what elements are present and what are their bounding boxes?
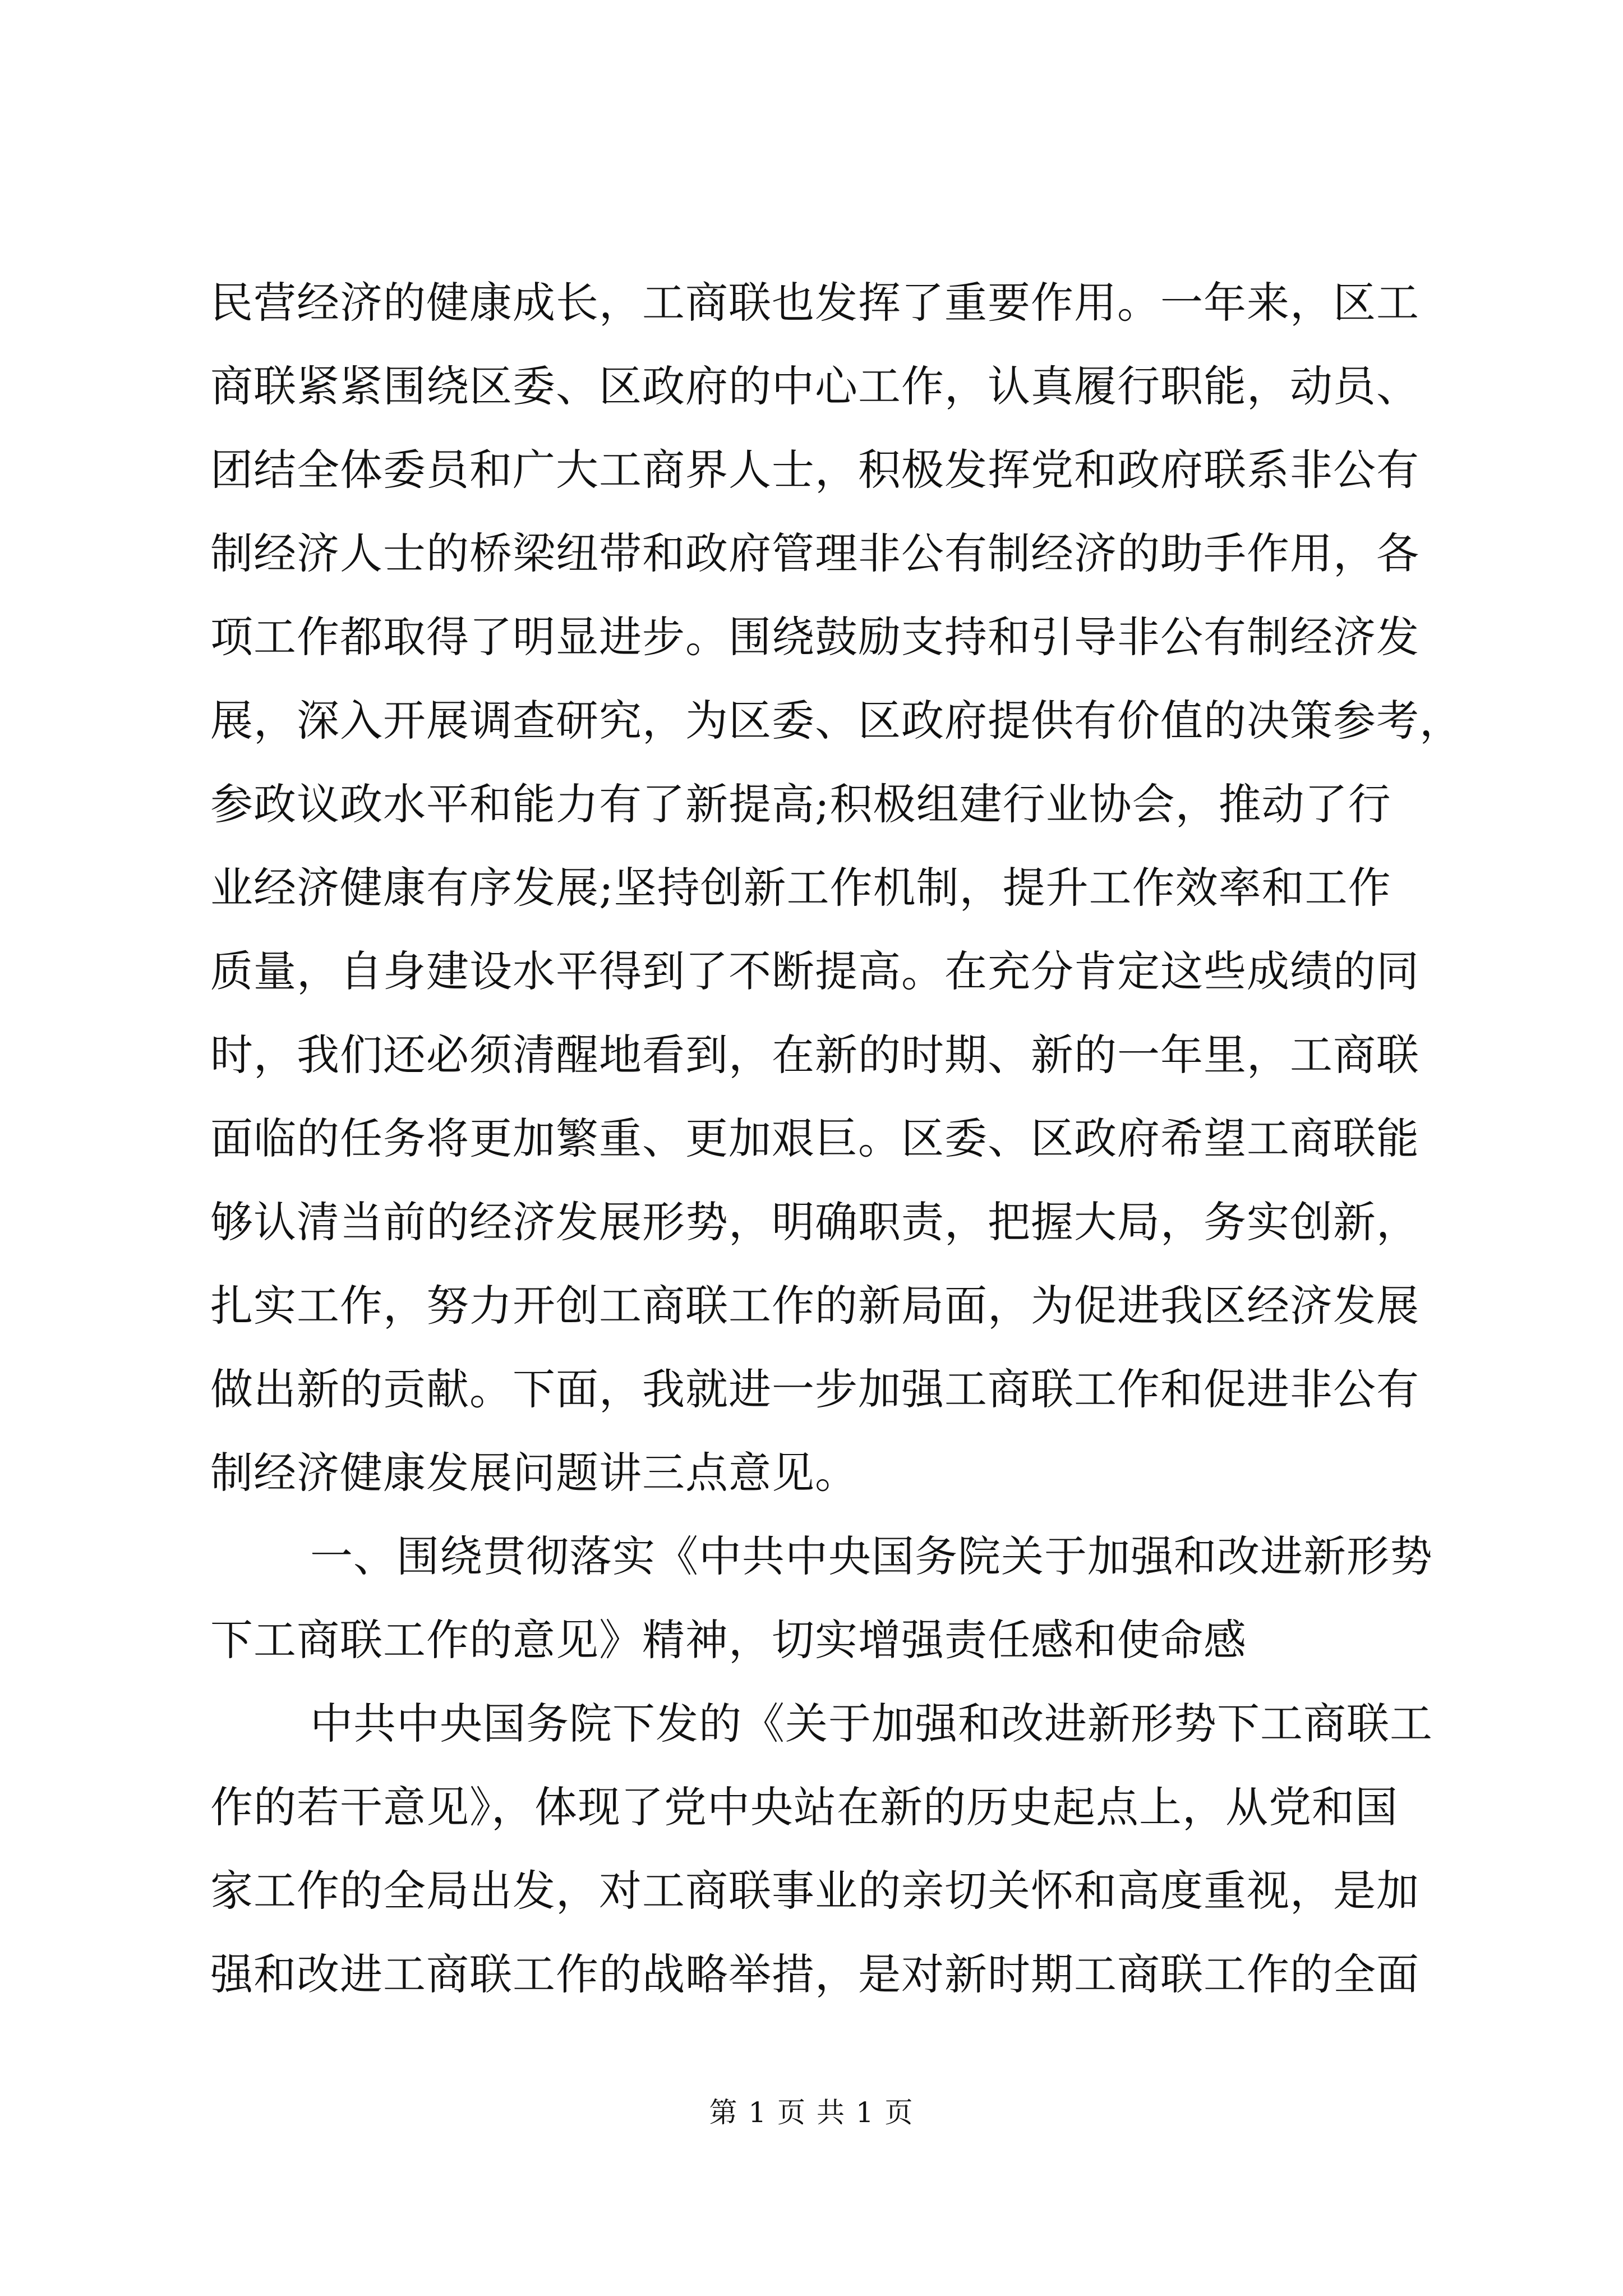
text-line: 民营经济的健康成长，工商联也发挥了重要作用。一年来，区工 [210, 278, 1419, 328]
text-line: 扎实工作，努力开创工商联工作的新局面，为促进我区经济发展 [210, 1281, 1419, 1331]
page-number-footer: 第 1 页 共 1 页 [709, 2096, 914, 2129]
text-line: 中共中央国务院下发的《关于加强和改进新形势下工商联工 [310, 1699, 1433, 1749]
text-line: 面临的任务将更加繁重、更加艰巨。区委、区政府希望工商联能 [210, 1114, 1419, 1163]
text-line: 质量，自身建设水平得到了不断提高。在充分肯定这些成绩的同 [210, 946, 1419, 996]
section-heading-line: 下工商联工作的意见》精神，切实增强责任感和使命感 [210, 1615, 1247, 1665]
text-line: 制经济人士的桥梁纽带和政府管理非公有制经济的助手作用，各 [210, 528, 1419, 578]
text-line: 制经济健康发展问题讲三点意见。 [210, 1448, 858, 1498]
text-line: 强和改进工商联工作的战略举措，是对新时期工商联工作的全面 [210, 1949, 1419, 1999]
section-heading-line: 一、围绕贯彻落实《中共中央国务院关于加强和改进新形势 [310, 1531, 1433, 1581]
text-line: 做出新的贡献。下面，我就进一步加强工商联工作和促进非公有 [210, 1364, 1419, 1414]
document-body [210, 261, 1463, 2016]
text-line: 够认清当前的经济发展形势，明确职责，把握大局，务实创新， [210, 1197, 1419, 1247]
text-line: 作的若干意见》，体现了党中央站在新的历史起点上，从党和国 [210, 1782, 1398, 1832]
text-line: 展，深入开展调查研究，为区委、区政府提供有价值的决策参考， [210, 696, 1463, 746]
text-line: 团结全体委员和广大工商界人士，积极发挥党和政府联系非公有 [210, 445, 1419, 495]
text-line: 项工作都取得了明显进步。围绕鼓励支持和引导非公有制经济发 [210, 612, 1419, 662]
text-line: 家工作的全局出发，对工商联事业的亲切关怀和高度重视，是加 [210, 1866, 1419, 1916]
text-line: 参政议政水平和能力有了新提高;积极组建行业协会，推动了行 [210, 779, 1391, 829]
text-line: 商联紧紧围绕区委、区政府的中心工作，认真履行职能，动员、 [210, 361, 1419, 411]
text-line: 业经济健康有序发展;坚持创新工作机制，提升工作效率和工作 [210, 863, 1391, 913]
text-line: 时，我们还必须清醒地看到，在新的时期、新的一年里，工商联 [210, 1030, 1419, 1080]
